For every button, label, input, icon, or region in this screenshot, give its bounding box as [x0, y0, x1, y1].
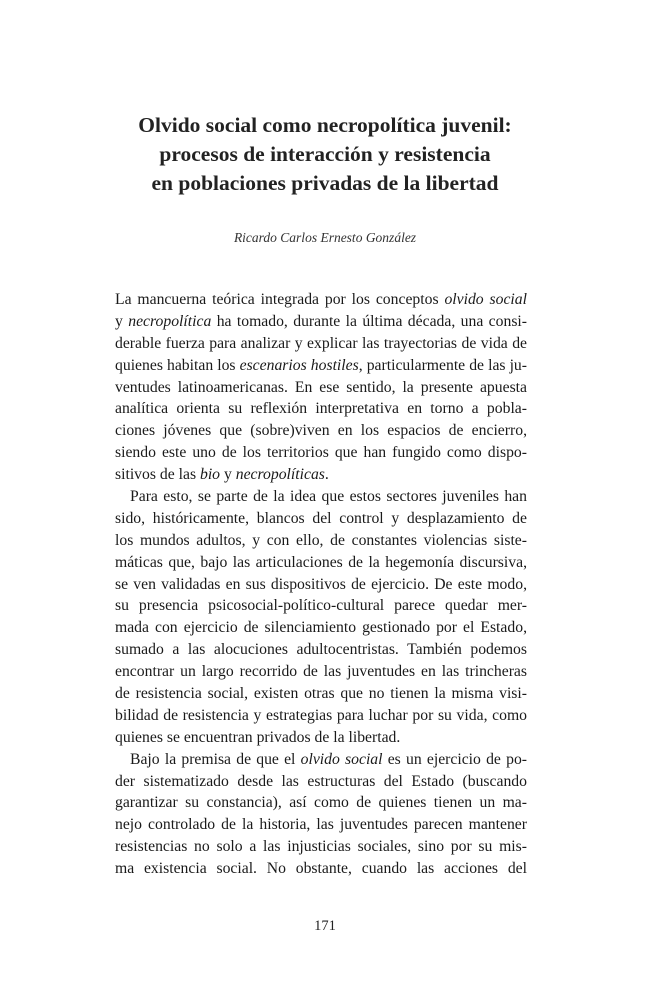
text-line: [115, 749, 527, 771]
text-line: sumado a las alocuciones adultocentristas. También podemos: [115, 641, 527, 659]
text-line: quienes se encuentran privados de la libertad.: [115, 728, 401, 746]
text-run: ha tomado, durante la última década, una consi-: [211, 312, 528, 330]
chapter-author: Ricardo Carlos Ernesto González: [233, 230, 417, 245]
page-number: 171: [314, 918, 336, 934]
italic-term: escenarios hostiles: [239, 356, 359, 374]
chapter-title: [0, 111, 650, 198]
text-line: nejo controlado de la historia, las juventudes parecen mantener: [115, 816, 527, 834]
paragraph-2: [115, 486, 527, 749]
text-run: y: [115, 312, 129, 330]
text-line: der sistematizado desde las estructuras del Estado (buscando: [115, 772, 527, 790]
paragraph-3: [115, 749, 527, 880]
text-line: analítica orienta su reflexión interpretativa en torno a pobla-: [115, 400, 527, 418]
text-line: su presencia psicosocial-político-cultural parece quedar mer-: [115, 597, 527, 615]
text-run: .: [324, 466, 329, 484]
text-line: se ven validadas en sus dispositivos de ejercicio. De este modo,: [115, 575, 527, 593]
text-line: ma existencia social. No obstante, cuando las acciones del: [115, 860, 527, 878]
text-line: siendo este uno de los territorios que han fungido como dispo-: [115, 444, 527, 462]
text-line: [115, 464, 527, 486]
chapter-title-line-1: Olvido social como necropolítica juvenil:: [138, 113, 512, 137]
text-line: resistencias no solo a las injusticias sociales, sino por su mis-: [115, 838, 527, 856]
text-line: [115, 355, 527, 377]
italic-term: olvido social: [300, 750, 383, 768]
text-run: , particularmente de las ju-: [358, 356, 528, 374]
text-line: mada con ejercicio de silenciamiento gestionado por el Estado,: [115, 619, 527, 637]
italic-term: olvido social: [444, 291, 527, 308]
body-text: [115, 289, 527, 880]
text-run: sitivos de las: [115, 466, 200, 484]
chapter-title-line-2: procesos de interacción y resistencia: [159, 142, 491, 166]
text-run: es un ejercicio de po-: [382, 750, 528, 768]
text-line: [115, 311, 527, 333]
text-line: sido, históricamente, blancos del control y desplazamiento de: [115, 509, 527, 527]
text-run: quienes habitan los: [115, 356, 240, 374]
text-line: ventudes latinoamericanas. En ese sentido, la presente apuesta: [115, 378, 527, 396]
italic-term: necropolítica: [128, 312, 212, 330]
text-run: La mancuerna teórica integrada por los conceptos: [115, 291, 445, 308]
text-line: Para esto, se parte de la idea que estos sectores juveniles han: [130, 488, 527, 506]
text-line: máticas que, bajo las articulaciones de la hegemonía discursiva,: [115, 553, 527, 571]
text-line: [115, 289, 527, 311]
paragraph-1: [115, 289, 527, 486]
text-line: garantizar su constancia), así como de quienes tienen un ma-: [115, 794, 527, 812]
text-run: Bajo la premisa de que el: [130, 750, 301, 768]
text-line: derable fuerza para analizar y explicar las trayectorias de vida de: [115, 334, 527, 352]
text-line: bilidad de resistencia y estrategias para luchar por su vida, como: [115, 706, 527, 724]
italic-term: bio: [199, 466, 221, 484]
text-line: de resistencia social, existen otras que no tienen la misma visi-: [115, 685, 527, 703]
chapter-title-line-3: en poblaciones privadas de la libertad: [151, 171, 499, 195]
text-line: ciones jóvenes que (sobre)viven en los espacios de encierro,: [115, 422, 527, 440]
text-line: los mundos adultos, y con ello, de constantes violencias siste-: [115, 531, 527, 549]
text-run: y: [220, 466, 236, 484]
italic-term: necropolíticas: [235, 466, 325, 484]
text-line: encontrar un largo recorrido de las juventudes en las trincheras: [115, 663, 527, 681]
